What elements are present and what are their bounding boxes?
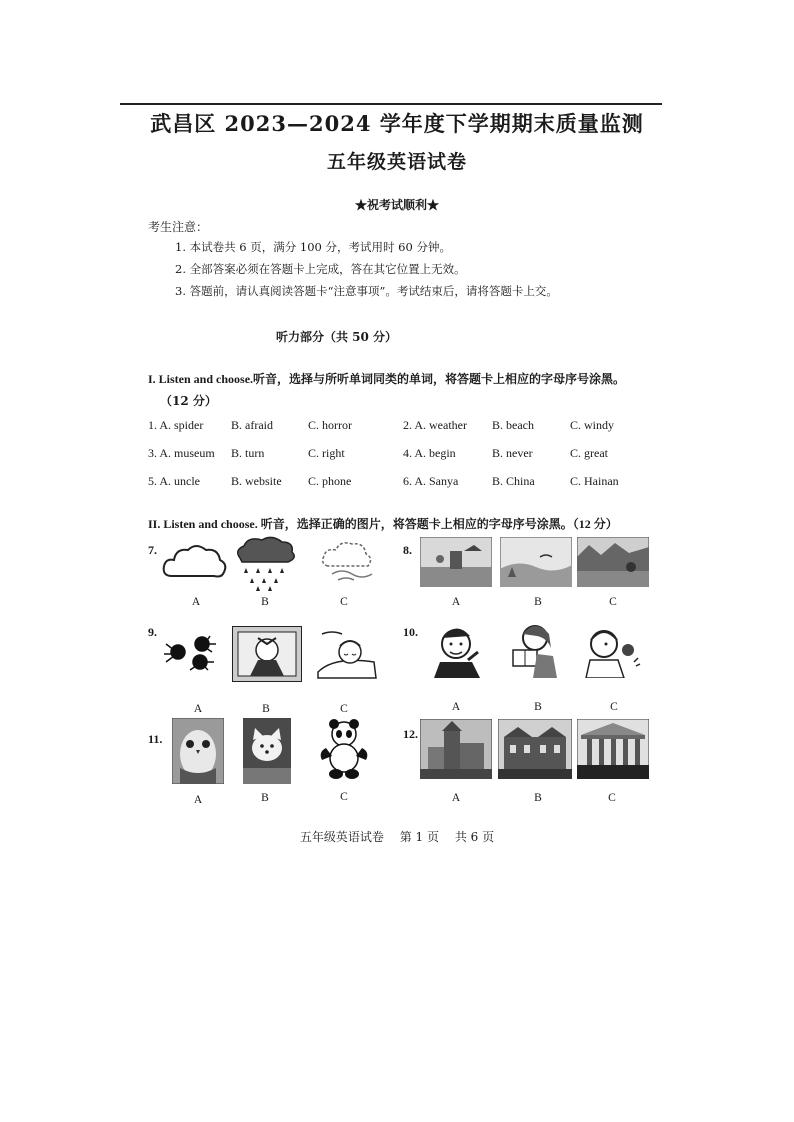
option-text: B. never (492, 446, 533, 460)
option-label: B (534, 701, 542, 713)
question-number: 8. (403, 543, 412, 557)
notice-heading: 考生注意： (148, 220, 209, 234)
option-text: 1. A. spider (148, 418, 204, 432)
option-label: B (262, 703, 270, 715)
mansion-photo (498, 719, 572, 779)
option-label: C (608, 792, 616, 804)
option-label: C (610, 701, 618, 713)
option-label: B (534, 792, 542, 804)
girl-reading-picture (503, 620, 563, 678)
landscape-photo (420, 537, 492, 587)
option-text: 3. A. museum (148, 446, 215, 460)
option-label: B (261, 596, 269, 608)
option-text: 5. A. uncle (148, 474, 200, 488)
listening-heading: 听力部分（共 50 分） (276, 330, 398, 344)
option-text: C. Hainan (570, 474, 619, 488)
boy-thinking-picture (428, 622, 488, 678)
sleeping-picture (314, 626, 380, 682)
arctic-fox-photo (243, 718, 291, 784)
option-text: C. right (308, 446, 345, 460)
section1-score: （12 分） (160, 394, 217, 408)
section2-title: II. Listen and choose. 听音，选择正确的图片，将答题卡上相应的字母序号涂黑。（12 分） (148, 517, 618, 531)
good-luck-line: ★祝考试顺利★ (354, 198, 439, 212)
spiders-picture (160, 630, 224, 674)
option-text: C. phone (308, 474, 352, 488)
option-label: A (193, 703, 203, 715)
option-label: C (609, 596, 617, 608)
horror-film-picture (232, 626, 302, 682)
option-text: C. windy (570, 418, 615, 432)
option-text: B. China (492, 474, 535, 488)
panda-picture (316, 718, 372, 780)
footer-exam-name: 五年级英语试卷 (299, 830, 384, 844)
cloud-icon (160, 540, 230, 585)
option-label: A (451, 701, 461, 713)
option-text: C. horror (308, 418, 352, 432)
page-footer (0, 828, 794, 845)
option-text: 4. A. begin (403, 446, 456, 460)
landscape-photo (577, 537, 649, 587)
option-label: B (261, 792, 269, 804)
option-label: A (451, 792, 461, 804)
question-number: 11. (148, 732, 163, 746)
option-text: B. turn (231, 446, 265, 460)
option-text: B. afraid (231, 418, 273, 432)
option-label: B (534, 596, 542, 608)
option-label: A (451, 596, 461, 608)
option-label: C (340, 596, 348, 608)
owl-photo (172, 718, 224, 784)
landscape-photo (500, 537, 572, 587)
exam-title: 武昌区 2023—2024 学年度下学期期末质量监测 (150, 111, 644, 136)
option-label: A (193, 794, 203, 806)
exam-subtitle: 五年级英语试卷 (326, 151, 467, 173)
option-text: B. beach (492, 418, 534, 432)
question-number: 7. (148, 543, 157, 557)
option-text: C. great (570, 446, 608, 460)
question-number: 12. (403, 727, 418, 741)
header-rule (120, 103, 662, 105)
option-text: 6. A. Sanya (403, 474, 459, 488)
question-number: 9. (148, 625, 157, 639)
church-photo (420, 719, 492, 779)
notice-item: 2. 全部答案必须在答题卡上完成，答在其它位置上无效。 (175, 262, 466, 276)
option-text: 2. A. weather (403, 418, 467, 432)
option-label: C (340, 791, 348, 803)
notice-item: 3. 答题前，请认真阅读答题卡“注意事项”。考试结束后，请将答题卡上交。 (175, 284, 558, 298)
section1-title: I. Listen and choose.听音，选择与所听单词同类的单词，将答题卡上相应的字母序号涂黑。 (148, 372, 626, 386)
option-label: C (340, 703, 348, 715)
boy-eating-picture (578, 622, 642, 678)
museum-photo (577, 719, 649, 779)
option-text: B. website (231, 474, 282, 488)
windy-cloud-icon (318, 536, 376, 586)
rain-cloud-icon (232, 534, 298, 592)
option-label: A (191, 596, 201, 608)
question-number: 10. (403, 625, 418, 639)
footer-total-pages: 共 6 页 (454, 830, 495, 844)
notice-item: 1. 本试卷共 6 页，满分 100 分，考试用时 60 分钟。 (175, 240, 451, 254)
footer-page-number: 第 1 页 (399, 830, 439, 844)
